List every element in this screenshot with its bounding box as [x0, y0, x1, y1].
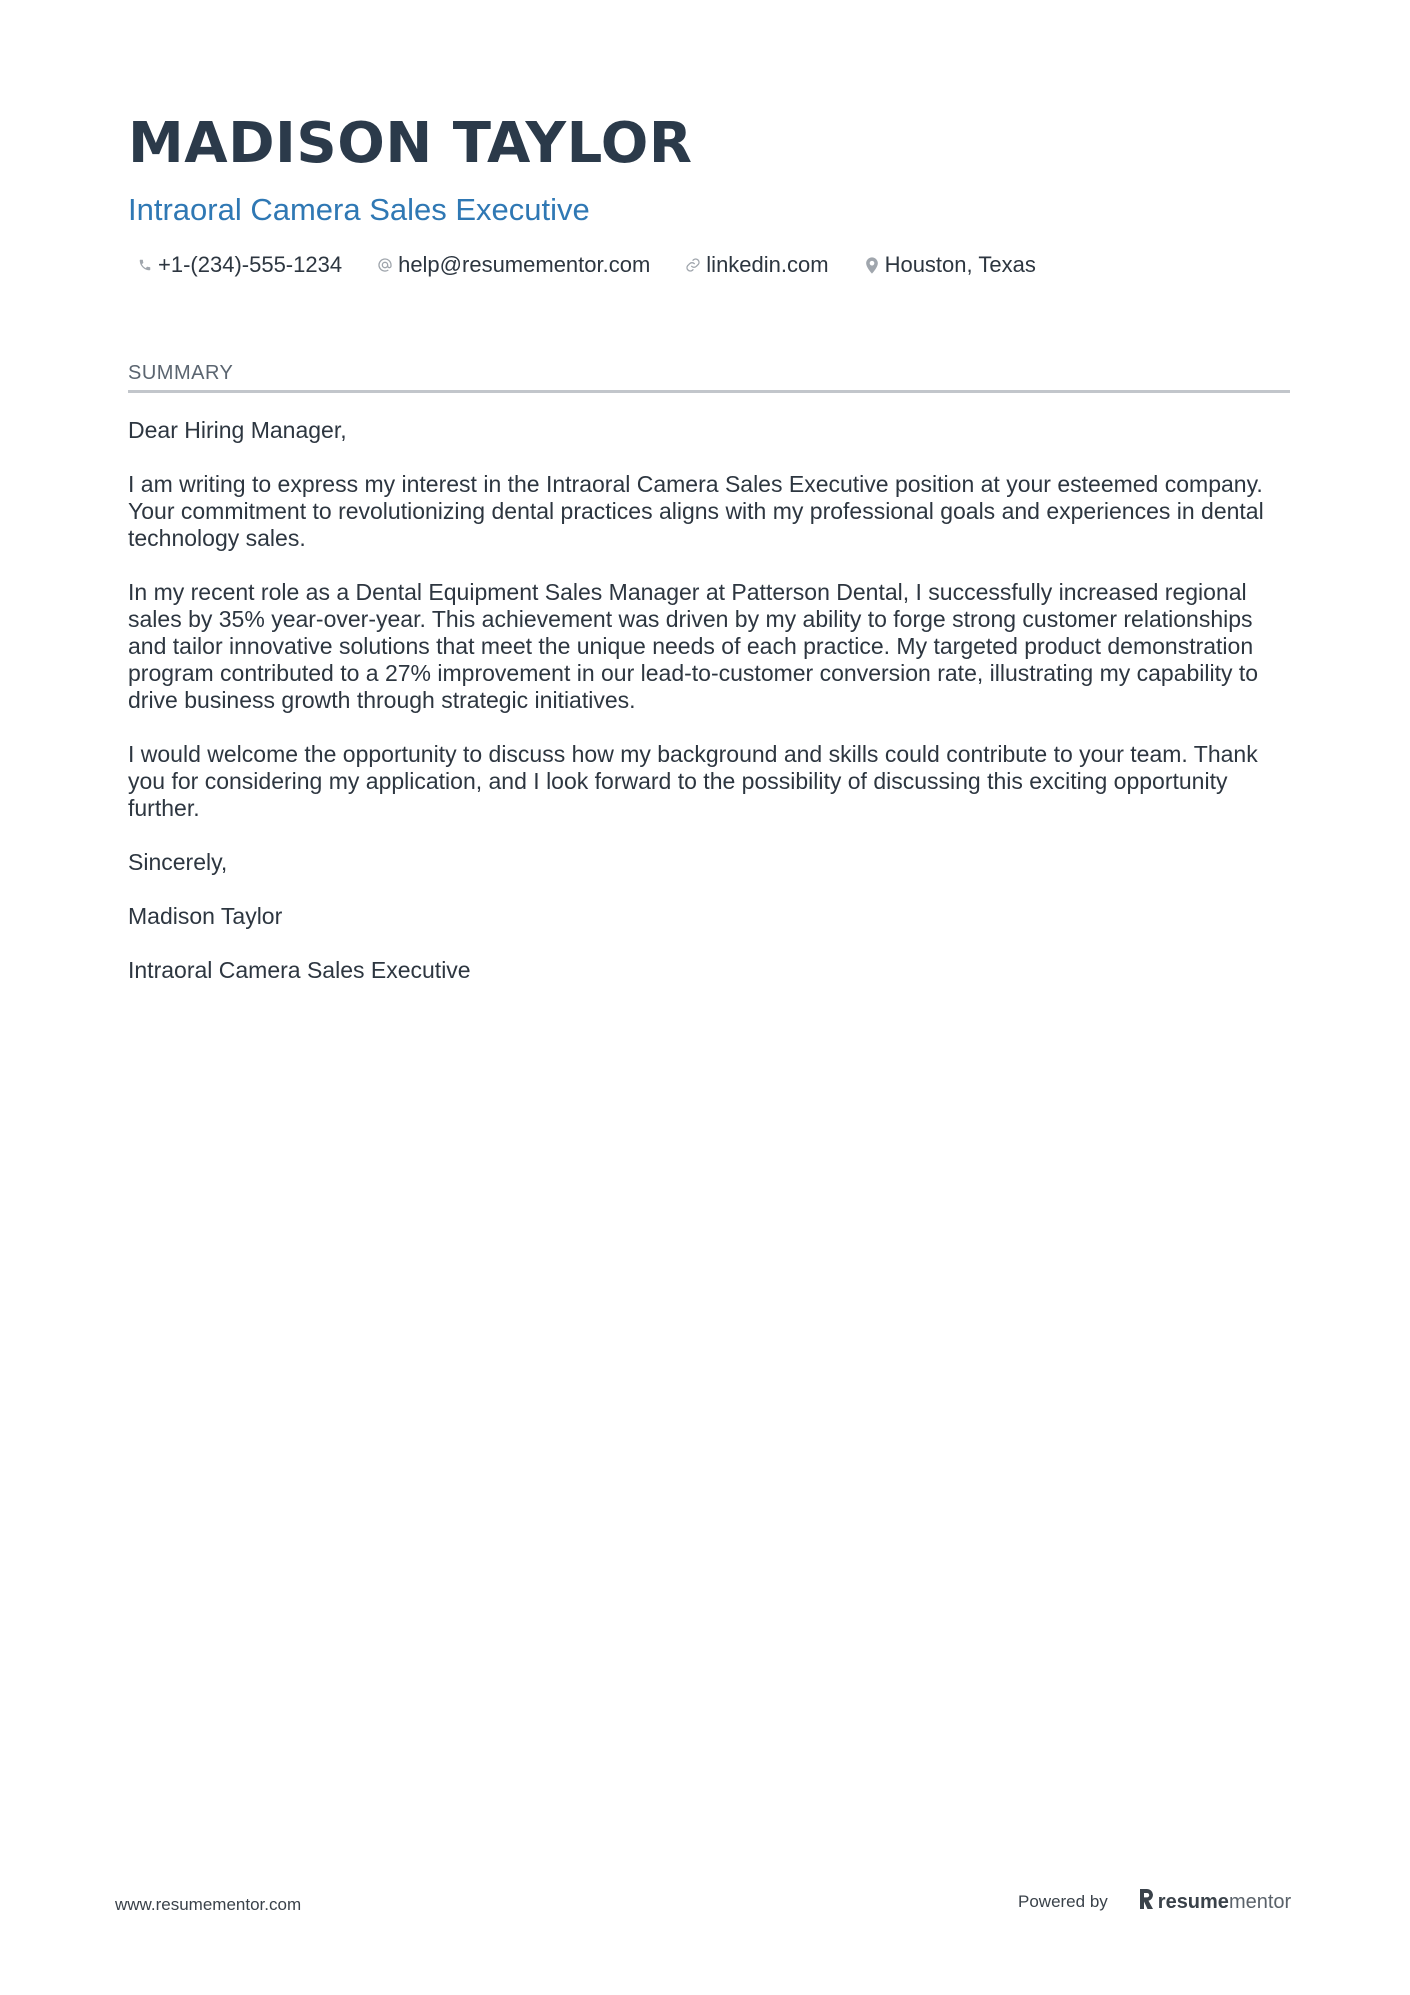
- footer-branding: [1018, 1889, 1291, 1915]
- linkedin-text[interactable]: linkedin.com: [706, 252, 829, 277]
- letter-paragraph: In my recent role as a Dental Equipment Sales Manager at Patterson Dental, I successfully increased regional sales by 35% year-over-year. This achievement was driven by my ability to forge strong customer relationships and tailor innovative solutions that meet the unique needs of each practice. My targeted product demonstration program contributed to a 27% improvement in our lead-to-customer conversion rate, illustrating my capability to drive business growth through strategic initiatives.: [128, 579, 1259, 713]
- salutation: Dear Hiring Manager,: [128, 417, 347, 443]
- resumementor-logo[interactable]: [1138, 1889, 1291, 1915]
- brand-text-light: mentor: [1228, 1890, 1292, 1913]
- signature-title: Intraoral Camera Sales Executive: [128, 957, 471, 983]
- contact-phone: [128, 250, 342, 280]
- contact-location: [855, 250, 1036, 280]
- candidate-name: MADISON TAYLOR: [128, 111, 693, 176]
- section-heading: SUMMARY: [128, 360, 1290, 393]
- powered-by-label: Powered by: [1018, 1892, 1108, 1911]
- email-text[interactable]: help@resumementor.com: [398, 252, 651, 277]
- signature-name: Madison Taylor: [128, 903, 283, 929]
- footer-website[interactable]: www.resumementor.com: [115, 1895, 302, 1914]
- job-title: Intraoral Camera Sales Executive: [128, 192, 590, 227]
- letter-paragraph: I am writing to express my interest in the Intraoral Camera Sales Executive position at your esteemed company. Your commitment to revolutionizing dental practices aligns with my professional goals and experiences in dental technology sales.: [128, 471, 1264, 551]
- map-pin-icon: [863, 255, 881, 275]
- link-icon: [684, 255, 702, 275]
- resumementor-logo-icon: [1138, 1889, 1154, 1915]
- letter-paragraph: I would welcome the opportunity to discuss how my background and skills could contribute to your team. Thank you for considering my application, and I look forward to the possibility of discussing this exciting opportunity further.: [128, 741, 1258, 821]
- cover-letter-body: [128, 417, 1290, 984]
- resume-header: [128, 110, 1290, 280]
- contact-info: [128, 250, 1290, 280]
- phone-text: +1-(234)-555-1234: [158, 252, 343, 277]
- contact-linkedin[interactable]: [676, 250, 828, 280]
- closing: Sincerely,: [128, 849, 228, 875]
- summary-section: [128, 360, 1290, 1011]
- contact-email[interactable]: [368, 250, 650, 280]
- phone-icon: [136, 255, 154, 275]
- location-text: Houston, Texas: [884, 252, 1036, 277]
- brand-text-bold: resume: [1157, 1890, 1229, 1913]
- at-icon: [376, 255, 394, 275]
